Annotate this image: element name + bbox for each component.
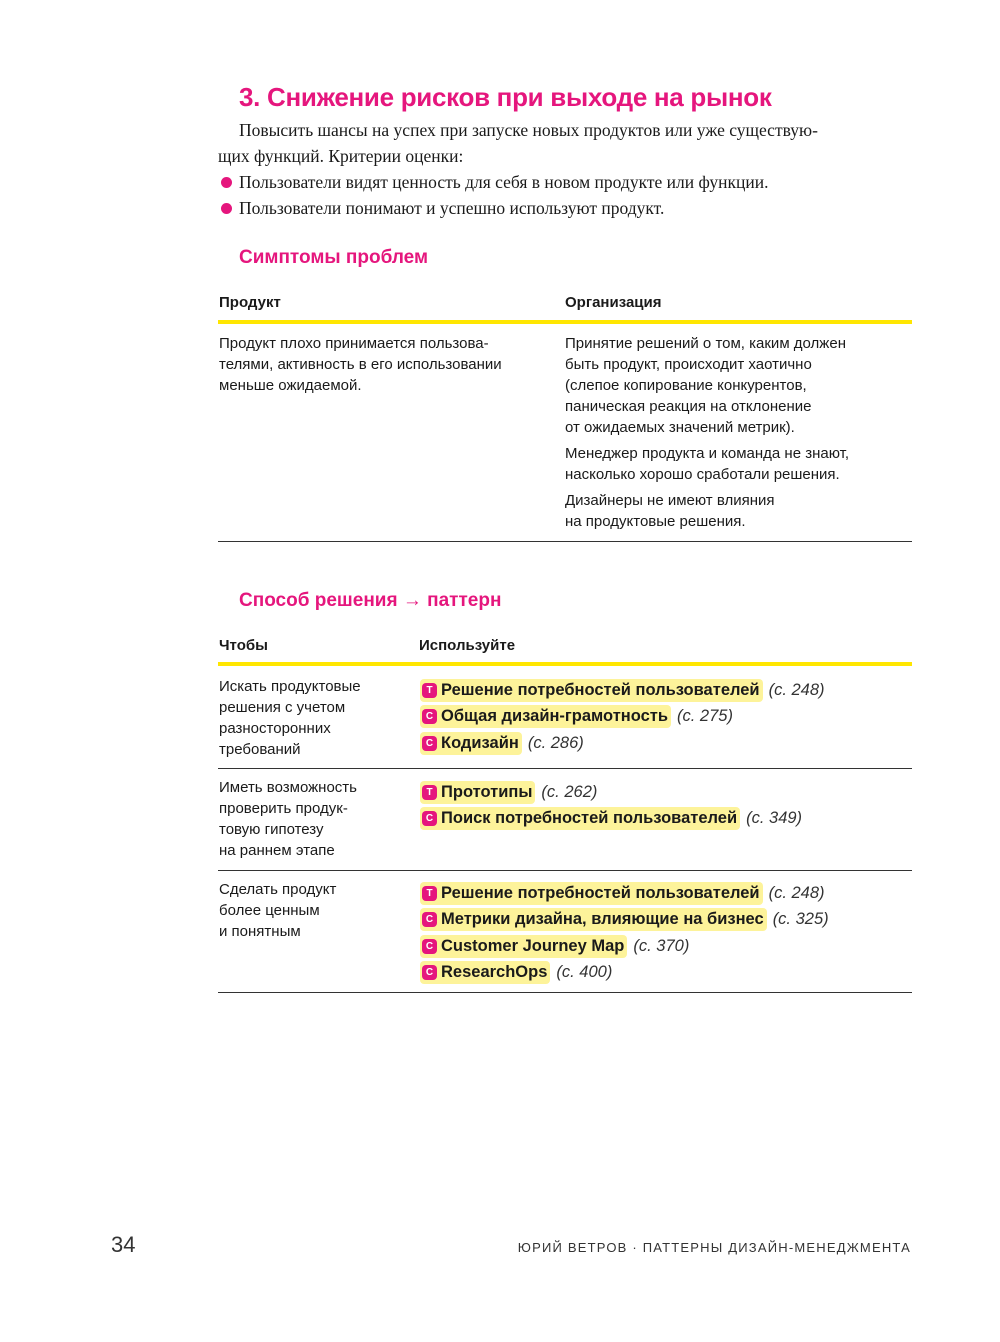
solution-bottom-rule xyxy=(218,992,912,993)
text-line: Принятие решений о том, каким должен xyxy=(565,335,846,352)
pattern-list xyxy=(420,779,802,832)
intro-paragraph xyxy=(218,117,918,169)
pattern-type-badge: Т xyxy=(422,785,437,800)
running-title: ЮРИЙ ВЕТРОВ · ПАТТЕРНЫ ДИЗАЙН-МЕНЕДЖМЕНТА xyxy=(517,1240,911,1255)
pattern-page: (с. 349) xyxy=(746,809,803,828)
text-line: быть продукт, происходит хаотично xyxy=(565,356,812,373)
symptoms-header-org: Организация xyxy=(565,294,662,311)
text-line: Продукт плохо принимается пользова- xyxy=(219,335,489,352)
text-line: Иметь возможность xyxy=(219,779,357,796)
pattern-name: Решение потребностей пользователей xyxy=(441,680,760,699)
pattern-list xyxy=(420,677,825,757)
intro-block xyxy=(218,117,918,221)
pattern-highlight xyxy=(420,732,522,755)
pattern-type-badge: С xyxy=(422,939,437,954)
pattern-name: Поиск потребностей пользователей xyxy=(441,809,738,828)
text-line: меньше ожидаемой. xyxy=(219,377,362,394)
text-line: на продуктовые решения. xyxy=(565,513,746,530)
pattern-page: (с. 248) xyxy=(768,680,825,699)
solution-title: Способ решения → паттерн xyxy=(239,590,502,611)
pattern-page: (с. 248) xyxy=(768,883,825,902)
pattern-name: Метрики дизайна, влияющие на бизнес xyxy=(441,910,764,929)
pattern-name: Прототипы xyxy=(441,782,533,801)
goal-cell xyxy=(219,879,409,947)
symptoms-bottom-rule xyxy=(218,541,912,542)
section-title: 3. Снижение рисков при выходе на рынок xyxy=(239,82,772,112)
pattern-name: Customer Journey Map xyxy=(441,936,625,955)
text-line: Дизайнеры не имеют влияния xyxy=(565,492,775,509)
text-line: на раннем этапе xyxy=(219,842,335,859)
text-line: Менеджер продукта и команда не знают, xyxy=(565,445,850,462)
symptom-org-cell xyxy=(565,333,910,537)
org-paragraph xyxy=(565,443,910,485)
text-line: решения с учетом xyxy=(219,699,346,716)
pattern-item[interactable] xyxy=(420,960,829,987)
bullet-dot-icon xyxy=(221,177,232,188)
goal-cell xyxy=(219,777,409,866)
pattern-highlight xyxy=(420,882,763,905)
pattern-highlight xyxy=(420,679,763,702)
text-line: более ценным xyxy=(219,902,320,919)
symptoms-title: Симптомы проблем xyxy=(239,247,429,268)
pattern-page: (с. 325) xyxy=(772,910,829,929)
row-divider xyxy=(218,768,912,769)
pattern-page: (с. 370) xyxy=(633,936,690,955)
symptom-product-cell xyxy=(219,333,559,401)
pattern-page: (с. 262) xyxy=(541,782,598,801)
text-line: товую гипотезу xyxy=(219,821,324,838)
symptoms-header-product: Продукт xyxy=(219,294,281,311)
pattern-highlight xyxy=(420,908,767,931)
criteria-text: Пользователи видят ценность для себя в новом продукте или функции. xyxy=(239,172,769,192)
pattern-page: (с. 275) xyxy=(677,707,733,726)
bullet-dot-icon xyxy=(221,203,232,214)
solution-header-goal: Чтобы xyxy=(219,637,268,654)
pattern-page: (с. 400) xyxy=(556,963,613,982)
text-line: от ожидаемых значений метрик). xyxy=(565,419,795,436)
pattern-name: Решение потребностей пользователей xyxy=(441,883,760,902)
pattern-item[interactable] xyxy=(420,730,825,757)
criteria-text: Пользователи понимают и успешно используют продукт. xyxy=(239,198,665,218)
text-line: и понятным xyxy=(219,923,301,940)
pattern-name: ResearchOps xyxy=(441,963,548,982)
pattern-highlight xyxy=(420,705,671,728)
criteria-list xyxy=(218,169,918,221)
pattern-item[interactable] xyxy=(420,779,802,806)
intro-line-2: щих функций. Критерии оценки: xyxy=(218,146,464,166)
pattern-highlight xyxy=(420,781,535,804)
symptoms-header-rule xyxy=(218,320,912,324)
pattern-item[interactable] xyxy=(420,677,825,704)
pattern-list xyxy=(420,880,829,986)
goal-cell xyxy=(219,676,409,765)
text-line: паническая реакция на отклонение xyxy=(565,398,812,415)
pattern-type-badge: С xyxy=(422,709,437,724)
pattern-item[interactable] xyxy=(420,704,825,731)
row-divider xyxy=(218,870,912,871)
pattern-page: (с. 286) xyxy=(527,733,584,752)
org-paragraph xyxy=(565,333,910,438)
solution-header-use: Используйте xyxy=(419,637,516,654)
criteria-item xyxy=(218,169,918,195)
text-line: Искать продуктовые xyxy=(219,678,361,695)
pattern-name: Кодизайн xyxy=(441,733,519,752)
pattern-highlight xyxy=(420,961,550,984)
pattern-name: Общая дизайн-грамотность xyxy=(441,707,669,726)
text-line: проверить продук- xyxy=(219,800,348,817)
pattern-type-badge: С xyxy=(422,736,437,751)
text-line: разносторонних xyxy=(219,720,331,737)
pattern-type-badge: Т xyxy=(422,886,437,901)
pattern-item[interactable] xyxy=(420,806,802,833)
pattern-highlight xyxy=(420,807,740,830)
pattern-highlight xyxy=(420,935,627,958)
criteria-item xyxy=(218,195,918,221)
text-line: (слепое копирование конкурентов, xyxy=(565,377,807,394)
solution-header-rule xyxy=(218,662,912,666)
pattern-item[interactable] xyxy=(420,880,829,907)
pattern-type-badge: С xyxy=(422,811,437,826)
text-line: насколько хорошо сработали решения. xyxy=(565,466,840,483)
page-number: 34 xyxy=(111,1232,136,1257)
pattern-type-badge: С xyxy=(422,912,437,927)
text-line: Сделать продукт xyxy=(219,881,337,898)
pattern-type-badge: Т xyxy=(422,683,437,698)
text-line: требований xyxy=(219,741,301,758)
intro-line-1: Повысить шансы на успех при запуске новых продуктов или уже существую- xyxy=(239,120,818,140)
pattern-type-badge: С xyxy=(422,965,437,980)
org-paragraph xyxy=(565,490,910,532)
text-line: телями, активность в его использовании xyxy=(219,356,502,373)
pattern-item[interactable] xyxy=(420,933,829,960)
pattern-item[interactable] xyxy=(420,907,829,934)
